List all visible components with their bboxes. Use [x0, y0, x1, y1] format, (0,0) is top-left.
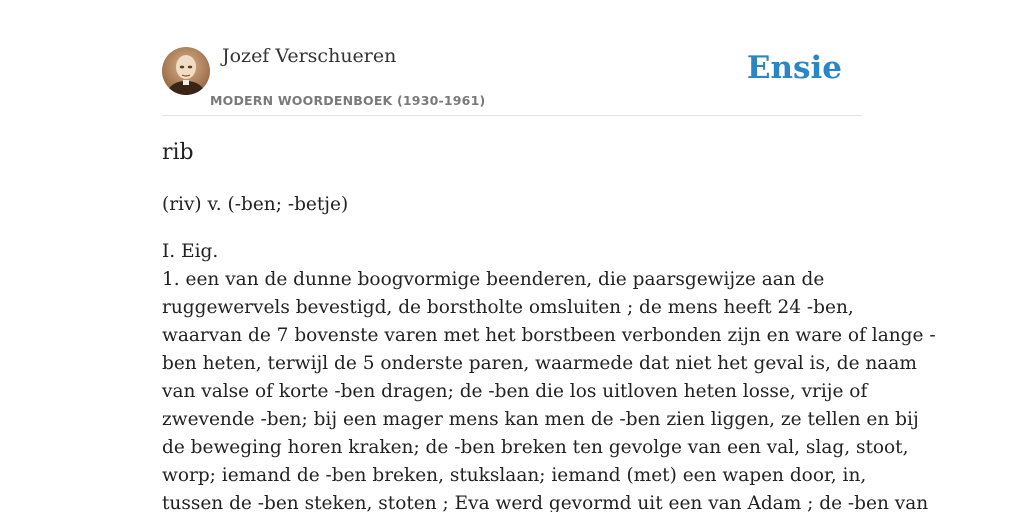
definition-line: ben heten, terwijl de 5 onderste paren, waarmede dat niet het geval is, de naam — [162, 353, 917, 374]
definition-line: worp; iemand de -ben breken, stukslaan; iemand (met) een wapen door, in, — [162, 465, 867, 486]
definition-line: de beweging horen kraken; de -ben breken ten gevolge van een val, slag, stoot, — [162, 437, 909, 458]
definition-line: I. Eig. — [162, 241, 219, 262]
entry-term: rib — [162, 140, 194, 165]
definition-line: zwevende -ben; bij een mager mens kan men de -ben zien liggen, ze tellen en bij — [162, 409, 919, 430]
entry-header — [162, 0, 862, 116]
definition-line: ruggewervels bevestigd, de borstholte omsluiten ; de mens heeft 24 -ben, — [162, 297, 854, 318]
author-portrait-image — [162, 47, 210, 95]
brand-logo[interactable]: Ensie — [746, 50, 842, 86]
definition-line: tussen de -ben steken, stoten ; Eva werd gevormd uit een van Adam ; de -ben van — [162, 493, 929, 512]
source-title[interactable]: MODERN WOORDENBOEK (1930-1961) — [210, 93, 486, 108]
definition-line: 1. een van de dunne boogvormige beenderen, die paarsgewijze aan de — [162, 269, 825, 290]
definition-line: van valse of korte -ben dragen; de -ben die los uitloven heten losse, vrije of — [162, 381, 868, 402]
entry-grammar: (riv) v. (-ben; -betje) — [162, 194, 349, 215]
definition-line: waarvan de 7 bovenste varen met het borstbeen verbonden zijn en ware of lange - — [162, 325, 936, 346]
author-avatar[interactable] — [162, 47, 210, 95]
entry-definition — [162, 238, 936, 512]
author-name[interactable]: Jozef Verschueren — [222, 45, 397, 67]
